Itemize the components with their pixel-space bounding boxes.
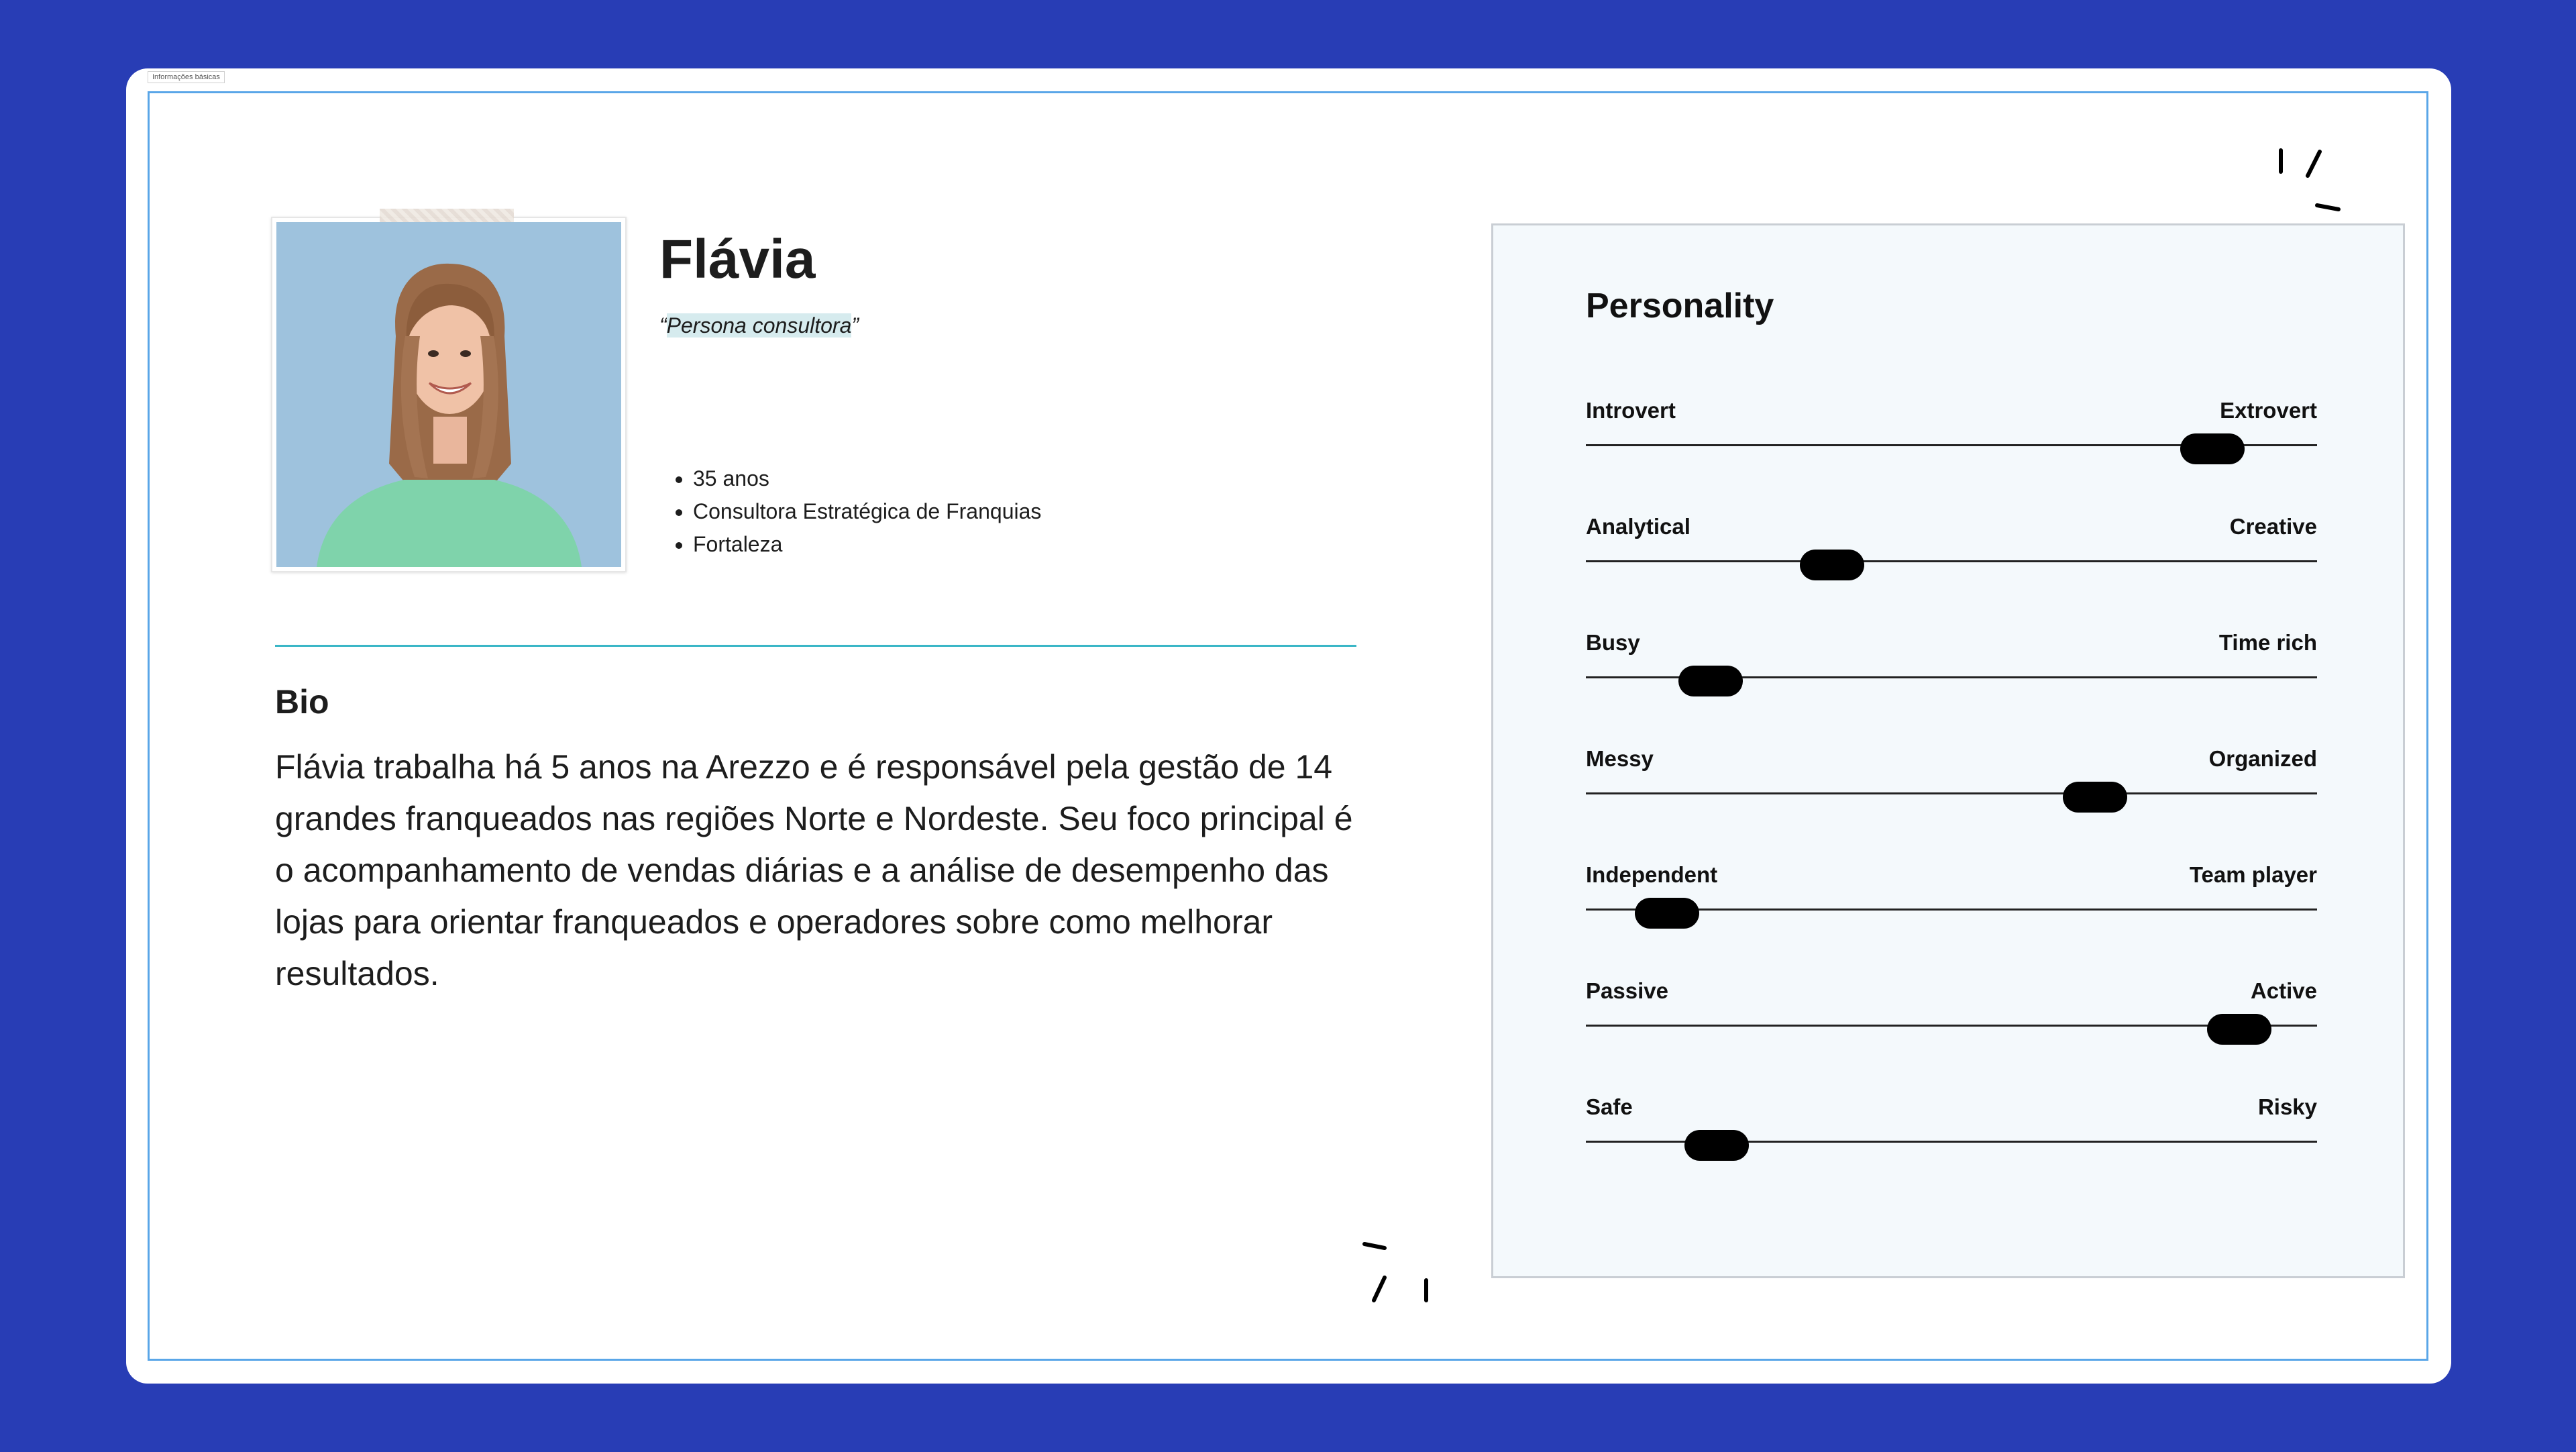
trait-slider[interactable] (1586, 978, 2317, 1045)
trait-right-label: Time rich (2218, 630, 2317, 655)
quote-open-mark: “ (659, 313, 667, 338)
quote-text: Persona consultora (666, 313, 852, 338)
trait-right-label: Extrovert (2220, 398, 2317, 423)
trait-right-label: Team player (2189, 862, 2317, 887)
trait-slider[interactable] (1586, 862, 2317, 929)
persona-photo[interactable] (271, 217, 627, 572)
trait-left-label: Analytical (1586, 514, 1690, 539)
frame-label[interactable]: Informações básicas (148, 71, 225, 83)
slider-handle[interactable] (2207, 1014, 2271, 1045)
section-divider (275, 645, 1356, 647)
trait-left-label: Introvert (1586, 398, 1676, 423)
fact-role: • Consultora Estratégica de Franquias (693, 495, 1041, 528)
trait-left-label: Independent (1586, 862, 1718, 887)
trait-right-label: Active (2250, 978, 2317, 1003)
slider-handle[interactable] (1800, 550, 1864, 580)
sparkle-bottom-left-icon (1354, 1236, 1434, 1310)
trait-slider[interactable] (1586, 513, 2317, 580)
trait-slider[interactable] (1586, 1094, 2317, 1161)
trait-right-label: Creative (2229, 514, 2317, 539)
trait-right-label: Risky (2257, 1094, 2317, 1119)
persona-card (126, 68, 2451, 1384)
slider-track[interactable] (1586, 792, 2317, 794)
persona-quote (659, 312, 859, 339)
trait-slider[interactable] (1586, 745, 2317, 813)
trait-left-label: Safe (1586, 1094, 1633, 1119)
fact-age: • 35 anos (693, 462, 1041, 495)
bio-title: Bio (275, 683, 329, 721)
slider-handle[interactable] (1635, 898, 1699, 929)
slider-track[interactable] (1586, 560, 2317, 562)
portrait-image (276, 222, 621, 567)
persona-name: Flávia (659, 229, 816, 290)
trait-right-label: Organized (2208, 746, 2317, 771)
persona-facts-list (659, 462, 1041, 561)
slider-handle[interactable] (2180, 433, 2245, 464)
quote-close-mark: ” (851, 313, 859, 338)
trait-left-label: Messy (1586, 746, 1654, 771)
personality-panel[interactable] (1491, 223, 2405, 1278)
bio-text: Flávia trabalha há 5 anos na Arezzo e é responsável pela gestão de 14 grandes franqueados nas regiões Norte e Nordeste. Seu foco principal é o acompanhamento de vendas diárias e a análise de desempenho das lojas para orientar franqueados e operadores sobre como melhorar resultados. (275, 748, 1353, 992)
slider-handle[interactable] (1678, 666, 1743, 696)
slider-handle[interactable] (1684, 1130, 1749, 1161)
trait-left-label: Busy (1586, 630, 1640, 655)
slider-handle[interactable] (2063, 782, 2127, 813)
trait-left-label: Passive (1586, 978, 1668, 1003)
trait-slider[interactable] (1586, 397, 2317, 464)
sparkle-top-right-icon (2266, 142, 2347, 216)
persona-frame[interactable] (148, 91, 2428, 1361)
trait-slider[interactable] (1586, 629, 2317, 696)
personality-title: Personality (1586, 287, 1774, 325)
fact-city: • Fortaleza (693, 528, 1041, 561)
